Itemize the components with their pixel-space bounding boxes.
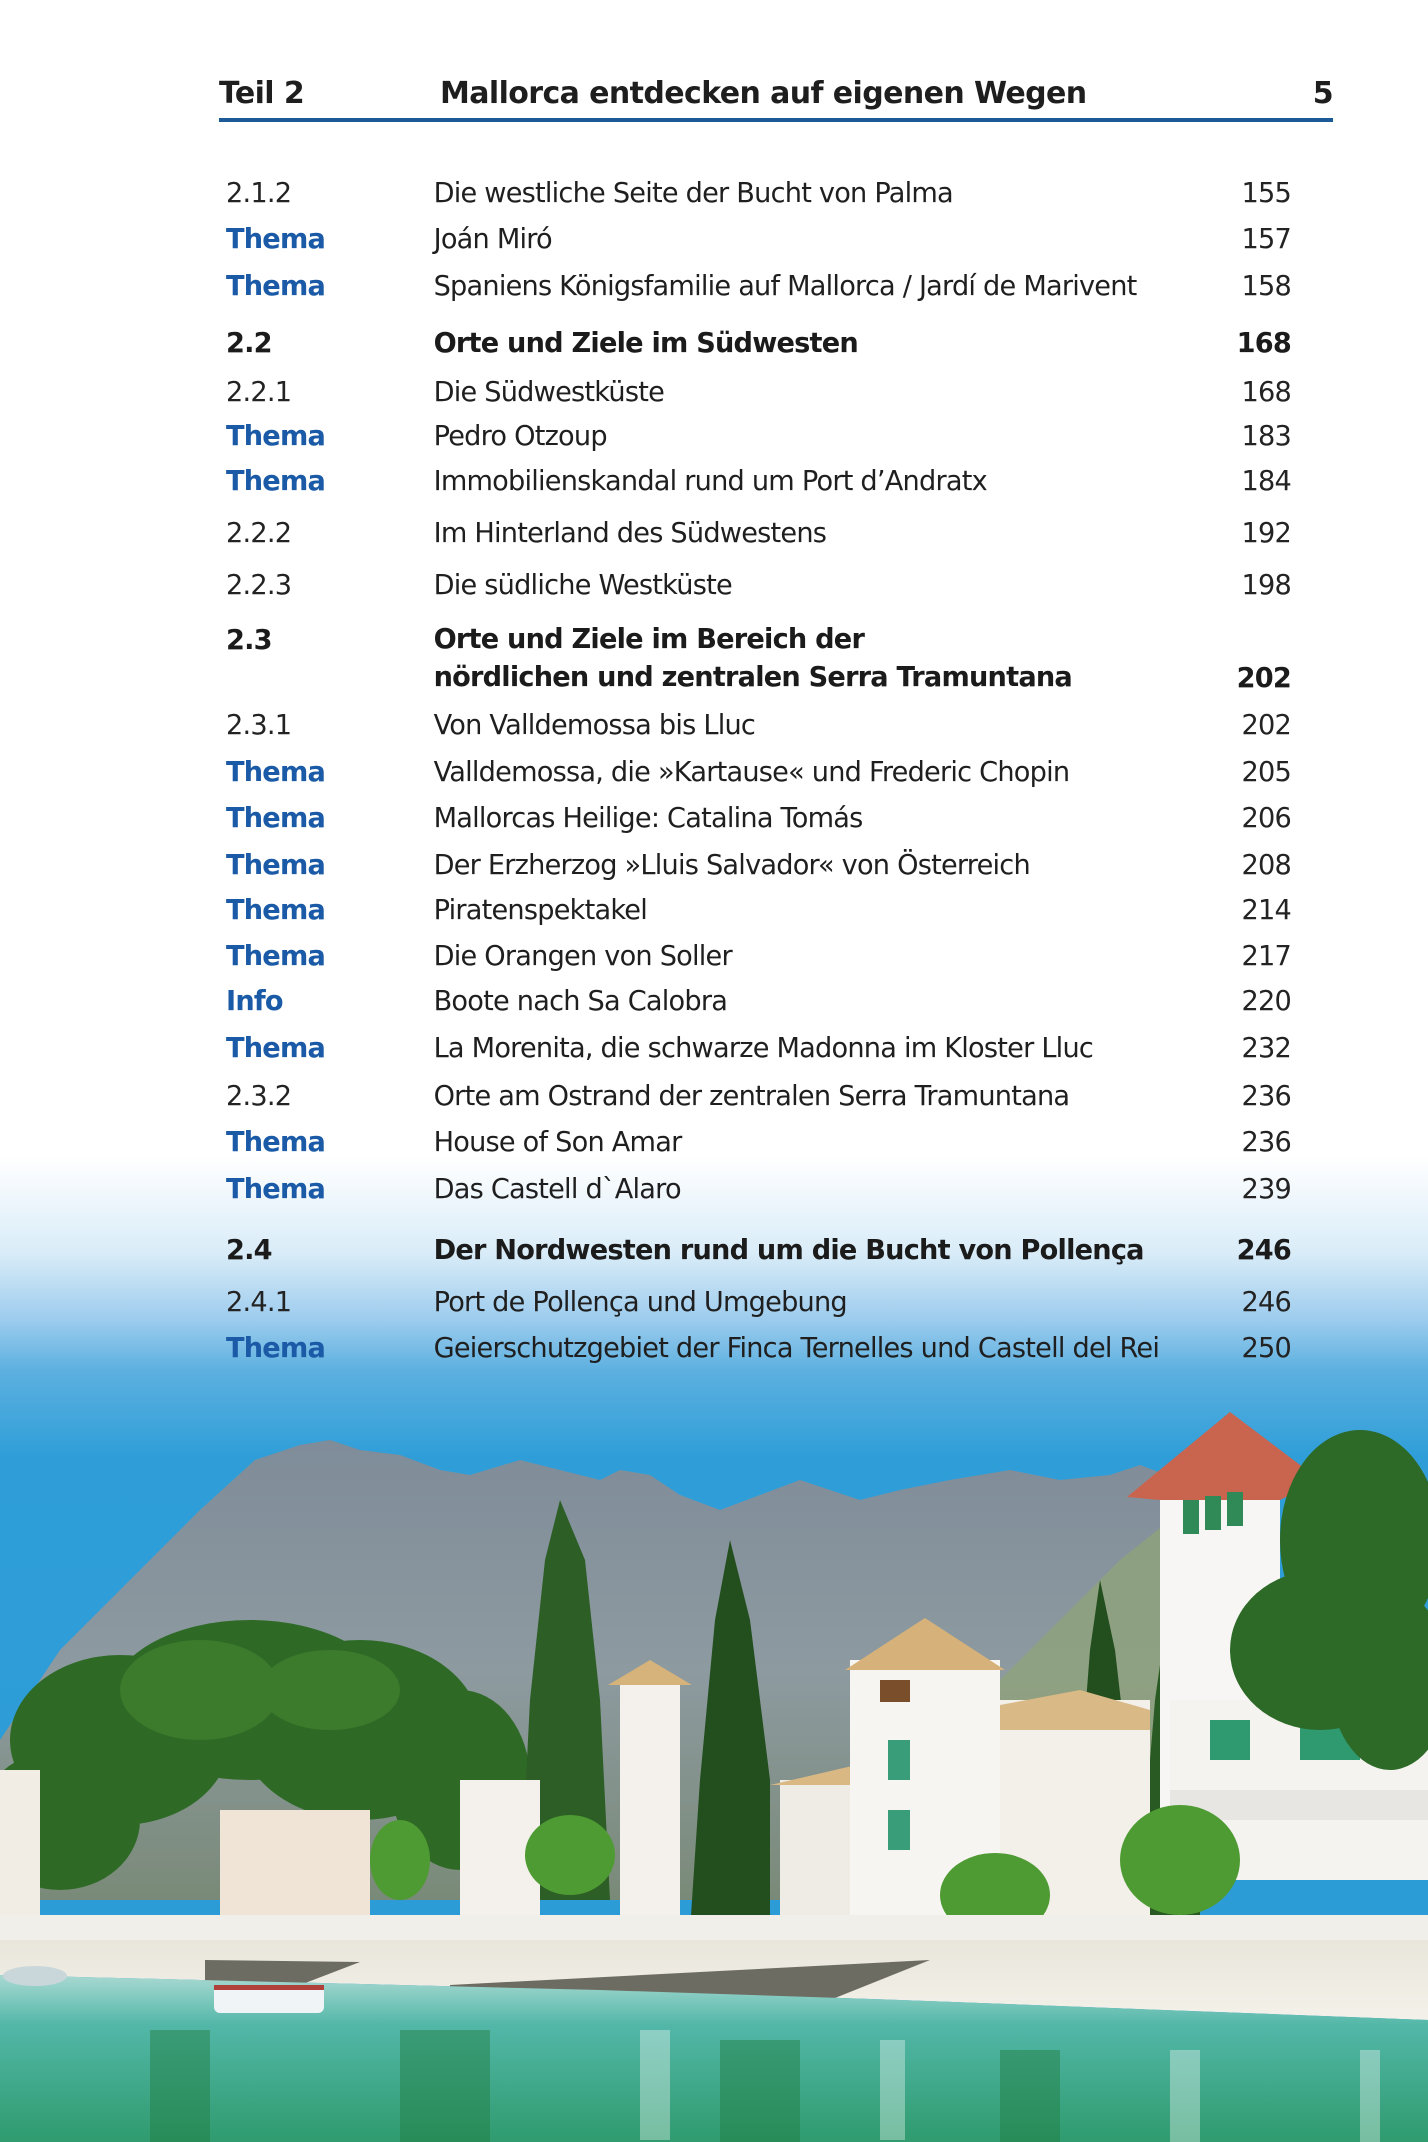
toc-title: Orte am Ostrand der zentralen Serra Tramuntana <box>433 1079 1070 1112</box>
toc-page: 246 <box>1236 1233 1292 1266</box>
toc-thema-label: Thema <box>226 269 326 302</box>
toc-title: Im Hinterland des Südwestens <box>433 516 827 549</box>
toc-row[interactable] <box>226 173 1291 213</box>
toc-thema-label: Thema <box>226 893 326 926</box>
toc-page: 217 <box>1241 939 1292 972</box>
toc-number: 2.2.3 <box>226 568 292 601</box>
toc-thema-label: Thema <box>226 801 326 834</box>
toc-page: 183 <box>1241 419 1292 452</box>
toc-title: Mallorcas Heilige: Catalina Tomás <box>433 801 863 834</box>
toc-row[interactable] <box>226 219 1291 259</box>
toc-title: Das Castell d`Alaro <box>433 1172 681 1205</box>
toc-title: La Morenita, die schwarze Madonna im Kloster Lluc <box>433 1031 1094 1064</box>
toc-title: Geierschutzgebiet der Finca Ternelles und Castell del Rei <box>433 1331 1160 1364</box>
toc-number: 2.3.2 <box>226 1079 292 1112</box>
toc-title: Von Valldemossa bis Lluc <box>433 708 756 741</box>
toc-title: Die westliche Seite der Bucht von Palma <box>433 176 953 209</box>
toc-row[interactable] <box>226 416 1291 456</box>
toc-thema-label: Thema <box>226 464 326 497</box>
toc-thema-label: Thema <box>226 1031 326 1064</box>
toc-title: Valldemossa, die »Kartause« und Frederic Chopin <box>433 755 1070 788</box>
toc-row[interactable] <box>226 890 1291 930</box>
toc-title-line1: Orte und Ziele im Bereich der <box>433 622 865 655</box>
toc-row[interactable] <box>226 1122 1291 1162</box>
toc-row[interactable] <box>226 461 1291 501</box>
toc-thema-label: Thema <box>226 939 326 972</box>
toc-page: 206 <box>1241 801 1292 834</box>
toc-row[interactable] <box>226 845 1291 885</box>
toc-number: 2.3.1 <box>226 708 292 741</box>
toc-page: 155 <box>1241 176 1292 209</box>
toc-page: 184 <box>1241 464 1292 497</box>
toc-page: 236 <box>1241 1125 1292 1158</box>
toc-page: 205 <box>1241 755 1292 788</box>
toc-row[interactable] <box>226 752 1291 792</box>
toc-row[interactable] <box>226 705 1291 745</box>
header-rule <box>219 118 1333 122</box>
toc-number: 2.3 <box>226 623 272 656</box>
toc-page: 246 <box>1241 1285 1292 1318</box>
toc-thema-label: Thema <box>226 755 326 788</box>
toc-title: Immobilienskandal rund um Port d’Andratx <box>433 464 987 497</box>
toc-row[interactable] <box>226 266 1291 306</box>
toc-number: 2.2.1 <box>226 375 292 408</box>
toc-section-row[interactable] <box>226 323 1291 363</box>
toc-page: 232 <box>1241 1031 1292 1064</box>
toc-page: 220 <box>1241 984 1292 1017</box>
toc-row[interactable] <box>226 1282 1291 1322</box>
toc-page: 202 <box>1241 708 1292 741</box>
toc-title: Orte und Ziele im Südwesten <box>433 326 858 359</box>
page-number: 5 <box>1312 76 1333 111</box>
toc-number: 2.2 <box>226 326 272 359</box>
part-label: Teil 2 <box>219 76 305 111</box>
toc-page: 198 <box>1241 568 1292 601</box>
toc-number: 2.1.2 <box>226 176 292 209</box>
toc-title: Der Nordwesten rund um die Bucht von Pollença <box>433 1233 1144 1266</box>
part-title: Mallorca entdecken auf eigenen Wegen <box>440 76 1087 111</box>
toc-row[interactable] <box>226 1169 1291 1209</box>
toc-title-line2: nördlichen und zentralen Serra Tramuntana <box>433 660 1072 693</box>
toc-section-row[interactable] <box>226 620 1291 700</box>
toc-title: Port de Pollença und Umgebung <box>433 1285 847 1318</box>
toc-thema-label: Thema <box>226 848 326 881</box>
toc-page: 214 <box>1241 893 1292 926</box>
toc-title: Piratenspektakel <box>433 893 648 926</box>
toc-page: 208 <box>1241 848 1292 881</box>
toc-page: 168 <box>1241 375 1292 408</box>
toc-page: 250 <box>1241 1331 1292 1364</box>
toc-page: 192 <box>1241 516 1292 549</box>
toc-row[interactable] <box>226 513 1291 553</box>
toc-thema-label: Thema <box>226 1125 326 1158</box>
toc-row[interactable] <box>226 798 1291 838</box>
toc-row[interactable] <box>226 936 1291 976</box>
toc-row[interactable] <box>226 981 1291 1021</box>
toc-title: Die Orangen von Soller <box>433 939 732 972</box>
toc-page: 157 <box>1241 222 1292 255</box>
toc-title: Joán Miró <box>433 222 552 255</box>
toc-thema-label: Thema <box>226 419 326 452</box>
page-header <box>219 76 1333 116</box>
toc-page: 239 <box>1241 1172 1292 1205</box>
toc-thema-label: Thema <box>226 1172 326 1205</box>
toc-section-row[interactable] <box>226 1230 1291 1270</box>
toc-thema-label: Thema <box>226 222 326 255</box>
toc-title: Spaniens Königsfamilie auf Mallorca / Jardí de Marivent <box>433 269 1137 302</box>
toc-row[interactable] <box>226 1028 1291 1068</box>
toc-thema-label: Thema <box>226 1331 326 1364</box>
toc-page: 202 <box>1236 661 1292 694</box>
toc-number: 2.4 <box>226 1233 272 1266</box>
toc-row[interactable] <box>226 1328 1291 1368</box>
toc-row[interactable] <box>226 372 1291 412</box>
toc-page: 168 <box>1236 326 1292 359</box>
toc-title: House of Son Amar <box>433 1125 682 1158</box>
toc-title: Boote nach Sa Calobra <box>433 984 728 1017</box>
toc-title: Die südliche Westküste <box>433 568 732 601</box>
toc-row[interactable] <box>226 565 1291 605</box>
toc-number: 2.2.2 <box>226 516 292 549</box>
toc-row[interactable] <box>226 1076 1291 1116</box>
toc-title: Pedro Otzoup <box>433 419 607 452</box>
toc-title: Der Erzherzog »Lluis Salvador« von Österreich <box>433 848 1030 881</box>
toc-info-label: Info <box>226 984 283 1017</box>
toc-number: 2.4.1 <box>226 1285 292 1318</box>
toc-page: 236 <box>1241 1079 1292 1112</box>
toc-title: Die Südwestküste <box>433 375 665 408</box>
toc-page: 158 <box>1241 269 1292 302</box>
